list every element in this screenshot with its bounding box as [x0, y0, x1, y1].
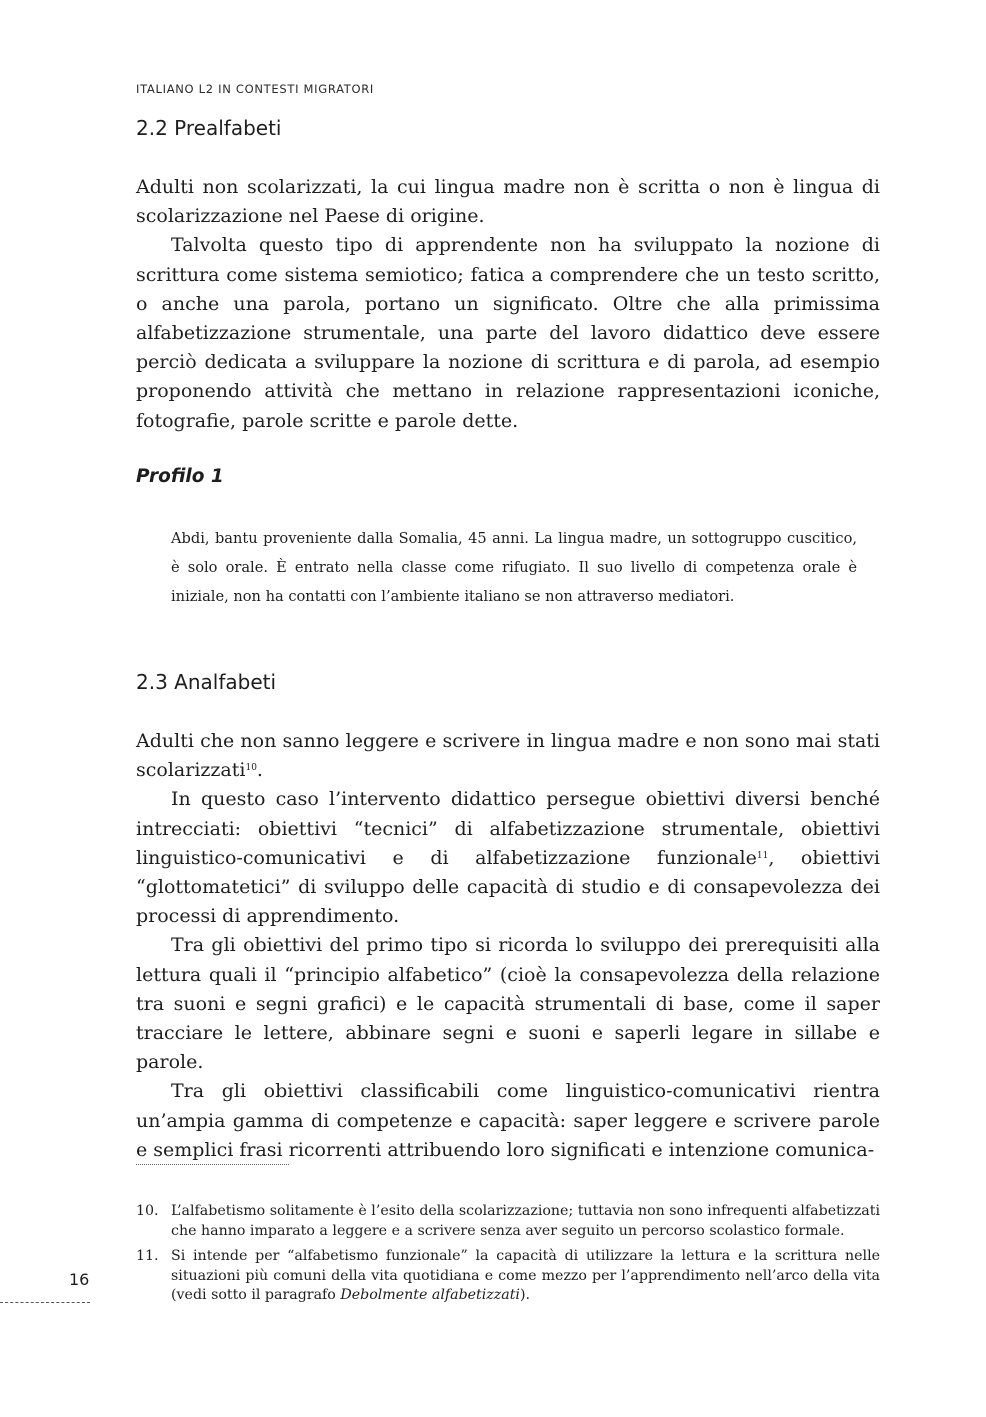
footnote-text-part: ). [519, 1287, 530, 1303]
footnote-separator [136, 1164, 289, 1165]
footnote-number: 10. [136, 1203, 159, 1219]
footnote-ref[interactable]: 10 [245, 763, 257, 774]
page-number-rule [0, 1302, 90, 1303]
section-heading-analfabeti: 2.3 Analfabeti [136, 670, 277, 694]
footnote-italic-ref: Debolmente alfabetizzati [340, 1287, 520, 1303]
paragraph [136, 785, 880, 931]
section-heading-prealfabeti: 2.2 Prealfabeti [136, 116, 282, 140]
footnotes [136, 1202, 880, 1312]
profile-description: Abdi, bantu proveniente dalla Somalia, 45 anni. La lingua madre, un sottogruppo cuscitico, è solo orale. È entrato nella classe come rifugiato. Il suo livello di competenza orale è iniziale, non ha contatti con l’ambiente italiano se non attraverso mediatori. [171, 530, 857, 605]
paragraph-text: In questo caso l’intervento didattico persegue obiettivi diversi benché intrecciati: obiettivi “tecnici” di alfabetizzazione strumentale, obiettivi linguistico-comunicativi e di alfabetizzazione funzionale [136, 788, 880, 869]
paragraph: Talvolta questo tipo di apprendente non ha sviluppato la nozione di scrittura come sistema semiotico; fatica a comprendere che un testo scritto, o anche una parola, portano un significato. Oltre che alla primissima alfabetizzazione strumentale, una parte del lavoro didattico deve essere perciò dedicata a sviluppare la nozione di scrittura e di parola, ad esempio proponendo attività che mettano in relazione rappresentazioni iconiche, fotografie, parole scritte e parole dette. [136, 234, 880, 432]
footnote [136, 1247, 880, 1306]
paragraph-text: Adulti che non sanno leggere e scrivere in lingua madre e non sono mai stati scolarizzati [136, 730, 880, 782]
footnote-text: L’alfabetismo solitamente è l’esito della scolarizzazione; tuttavia non sono infrequenti alfabetizzati che hanno imparato a leggere e a scrivere senza aver seguito un percorso scolastico formale. [171, 1203, 880, 1239]
footnote [136, 1202, 880, 1241]
footnote-text-part: Si intende per “alfabetismo funzionale” la capacità di utilizzare la lettura e la scrittura nelle situazioni più comuni della vita quotidiana e come mezzo per l’apprendimento nell’arco della vita (vedi sotto il paragrafo [171, 1248, 880, 1303]
running-head: ITALIANO L2 IN CONTESTI MIGRATORI [136, 82, 375, 96]
profile-title: Profilo 1 [136, 466, 224, 487]
paragraph-text: , obiettivi “glottomatetici” di sviluppo delle capacità di studio e di consapevolezza dei processi di apprendimento. [136, 846, 880, 928]
footnote-number: 11. [136, 1248, 159, 1264]
paragraph-text: . [256, 759, 263, 782]
paragraph [136, 727, 880, 785]
section-body-prealfabeti [136, 173, 880, 436]
paragraph: Tra gli obiettivi del primo tipo si ricorda lo sviluppo dei prerequisiti alla lettura quali il “principio alfabetico” (cioè la consapevolezza della relazione tra suoni e segni grafici) e le capacità strumentali di base, come il saper tracciare le lettere, abbinare segni e suoni e saperli legare in sillabe e parole. [136, 934, 880, 1074]
footnote-text [171, 1247, 880, 1306]
footnote-ref[interactable]: 11 [756, 850, 769, 861]
paragraph: Adulti non scolarizzati, la cui lingua madre non è scritta o non è lingua di scolarizzazione nel Paese di origine. [136, 176, 880, 228]
page-number: 16 [69, 1270, 90, 1289]
paragraph: Tra gli obiettivi classificabili come linguistico-comunicativi rientra un’ampia gamma di competenze e capacità: saper leggere e scrivere parole e semplici frasi ricorrenti attribuendo loro significati e intenzione comunica- [136, 1080, 880, 1161]
section-body-analfabeti [136, 727, 880, 1165]
